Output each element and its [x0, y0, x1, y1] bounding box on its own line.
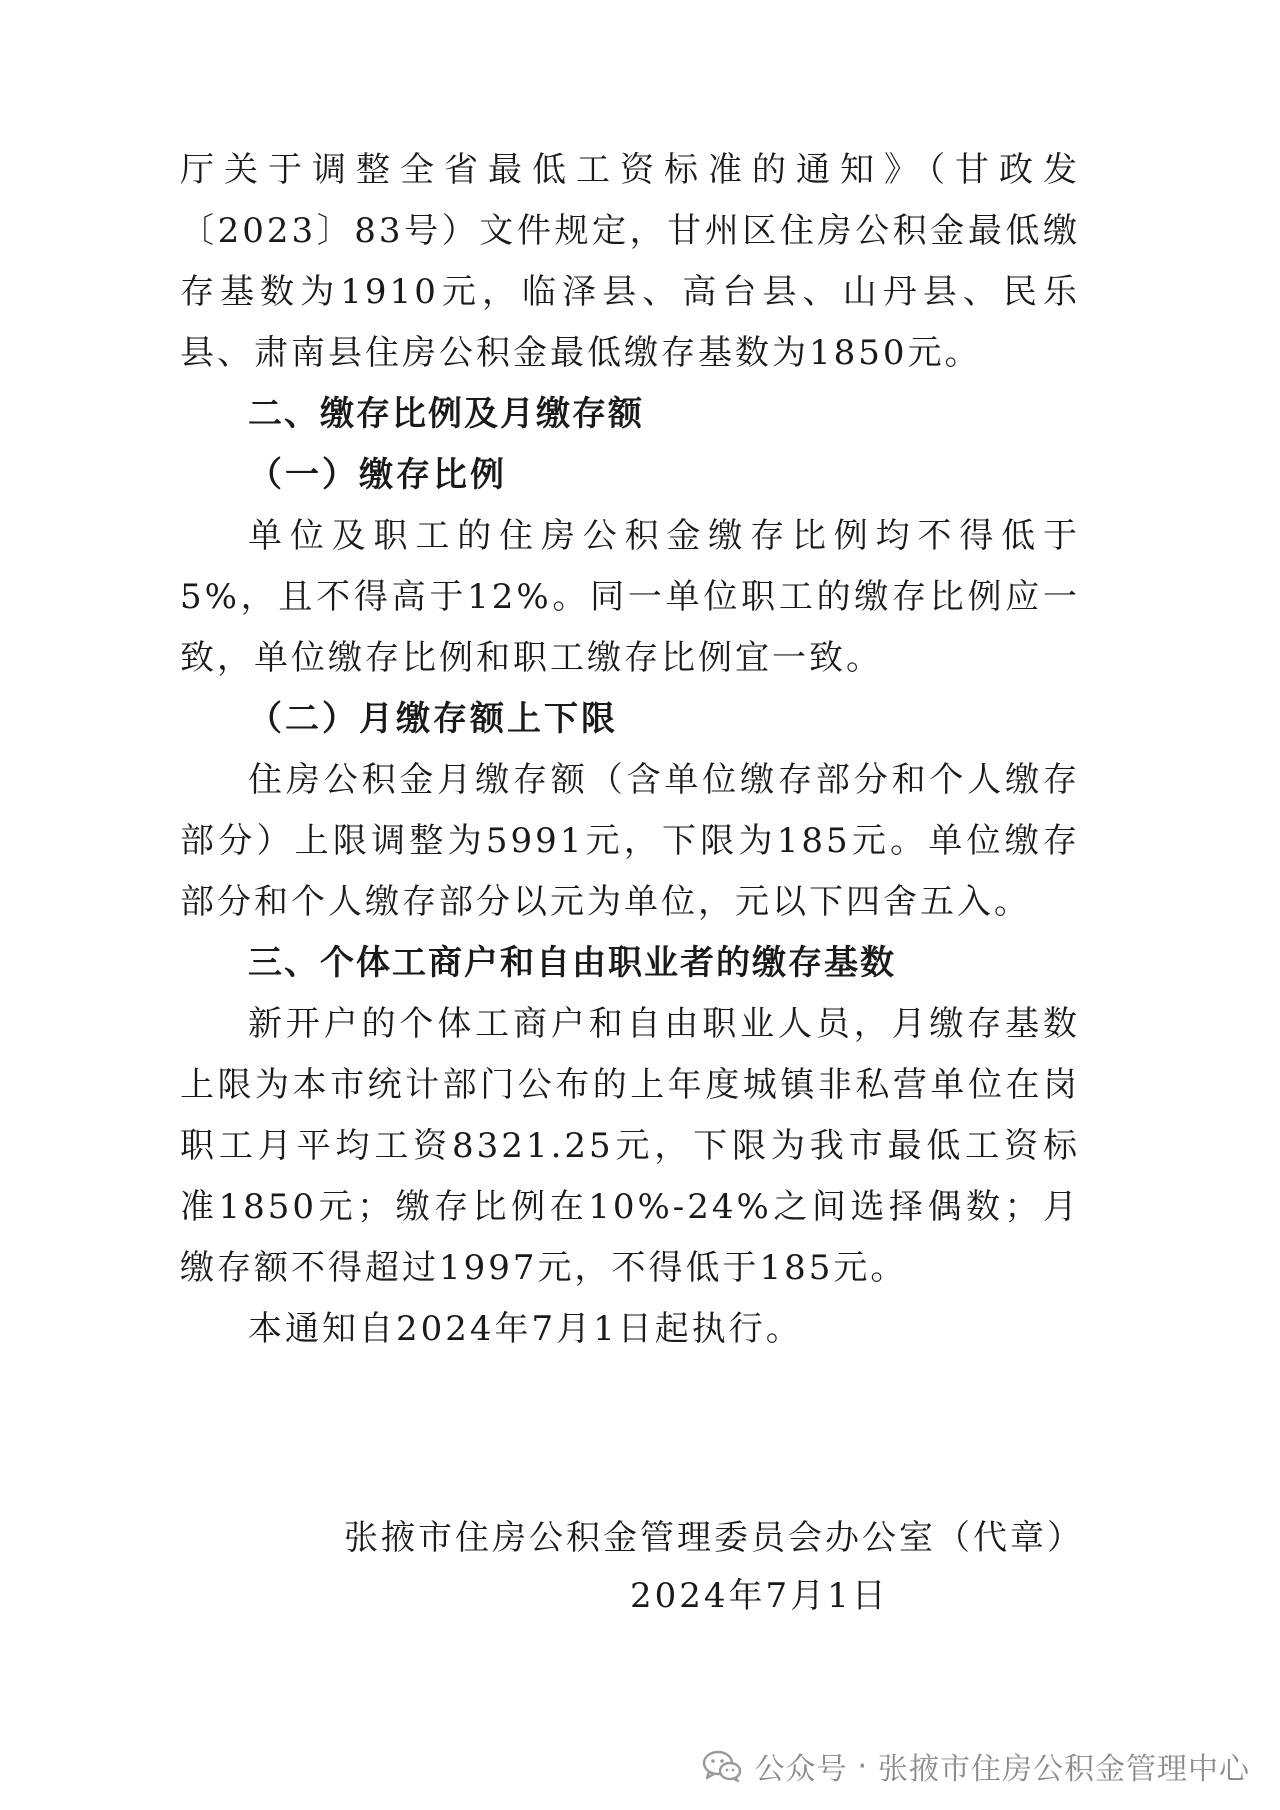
issue-date: 2024年7月1日 — [630, 1576, 889, 1616]
paragraph-continuation: 厅关于调整全省最低工资标准的通知》（甘政发〔2023〕83号）文件规定，甘州区住房公积金最低缴存基数为1910元，临泽县、高台县、山丹县、民乐县、肃南县住房公积金最低缴存基数为1850元。 — [180, 150, 1080, 373]
wechat-icon — [702, 1749, 742, 1783]
watermark-label: 公众号 — [754, 1752, 848, 1787]
paragraph-ratio: 单位及职工的住房公积金缴存比例均不得低于5%，且不得高于12%。同一单位职工的缴存比例应一致，单位缴存比例和职工缴存比例宜一致。 — [180, 516, 1080, 678]
section-heading-2: 二、缴存比例及月缴存额 — [248, 394, 644, 434]
subsection-heading-ratio: （一）缴存比例 — [248, 455, 507, 495]
paragraph-self-employed: 新开户的个体工商户和自由职业人员，月缴存基数上限为本市统计部门公布的上年度城镇非私营单位在岗职工月平均工资8321.25元，下限为我市最低工资标准1850元；缴存比例在10%-24%之间选择偶数；月缴存额不得超过1997元，不得低于185元。 — [180, 1004, 1080, 1288]
watermark-account: 张掖市住房公积金管理中心 — [878, 1752, 1250, 1787]
paragraph-limits: 住房公积金月缴存额（含单位缴存部分和个人缴存部分）上限调整为5991元，下限为185元。单位缴存部分和个人缴存部分以元为单位，元以下四舍五入。 — [180, 760, 1080, 922]
issuer-signature: 张掖市住房公积金管理委员会办公室（代章） — [344, 1518, 1084, 1558]
wechat-watermark — [702, 1742, 1250, 1790]
subsection-heading-limits: （二）月缴存额上下限 — [248, 699, 618, 739]
section-heading-3: 三、个体工商户和自由职业者的缴存基数 — [248, 943, 896, 983]
document-body — [180, 140, 1080, 1360]
watermark-separator: · — [857, 1748, 868, 1784]
paragraph-effective-date: 本通知自2024年7月1日起执行。 — [248, 1309, 803, 1349]
